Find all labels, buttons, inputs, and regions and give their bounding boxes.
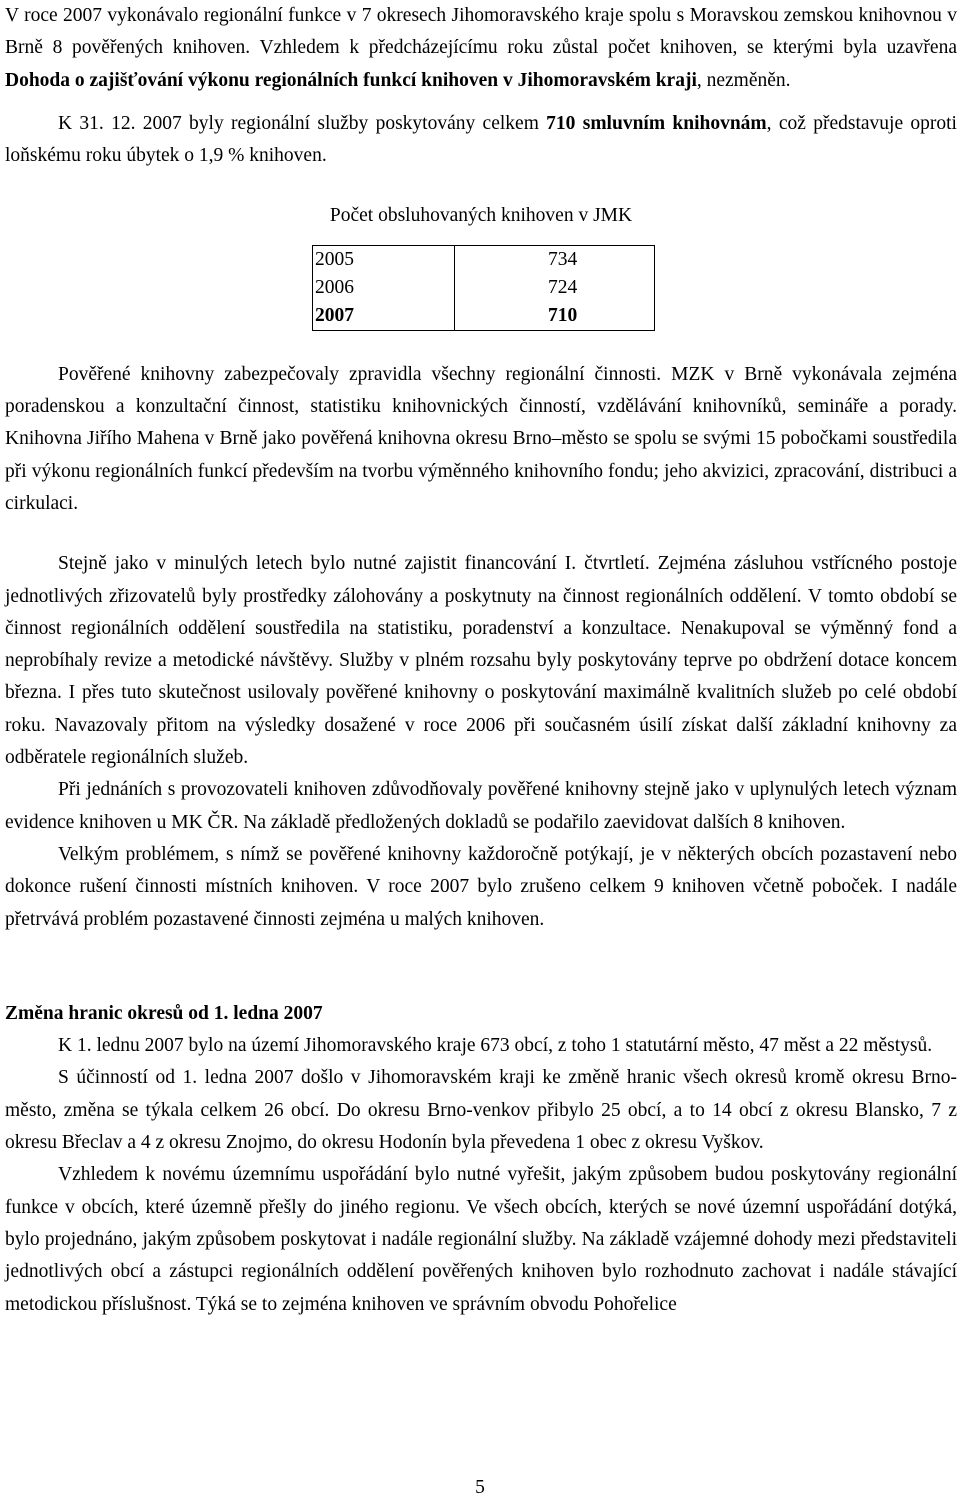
intro-paragraph-2 (5, 108, 957, 173)
value-cell: 710 (455, 302, 655, 331)
intro-text: V roce 2007 vykonávalo regionální funkce v 7 okresech Jihomoravského kraje spolu s Moravskou zemskou knihovnou v Brně 8 pověřených knihoven. Vzhledem k předcházejícímu roku zůstal počet knihoven, se kterými byla uzavřena (5, 5, 957, 59)
body-paragraph: Při jednáních s provozovateli knihoven zdůvodňovaly pověřené knihovny stejně jako v uplynulých letech význam evidence knihoven u MK ČR. Na základě předložených dokladů se podařilo zaevidovat dalších 8 knihoven. (5, 779, 957, 833)
table-title: Počet obsluhovaných knihoven v JMK (329, 205, 633, 227)
table-row (313, 274, 655, 302)
intro2-text: K 31. 12. 2007 byly regionální služby poskytovány celkem (58, 112, 547, 134)
body-paragraph: Pověřené knihovny zabezpečovaly zpravidla všechny regionální činnosti. MZK v Brně vykonávala zejména poradenskou a konzultační činnost, statistiku knihovnických činností, vzdělávání knihovníků, semináře a porady. Knihovna Jiřího Mahena v Brně jako pověřená knihovna okresu Brno–město se spolu se svými 15 pobočkami soustředila při výkonu regionálních funkcí především na tvorbu výměnného knihovního fondu; jeho akvizici, zpracování, distribuci a cirkulaci. (5, 363, 957, 514)
year-cell: 2005 (313, 245, 455, 274)
year-cell: 2006 (313, 274, 455, 302)
section-heading: Změna hranic okresů od 1. ledna 2007 (5, 1002, 323, 1024)
intro2-text-end: , což představuje oproti loňskému roku úbytek o 1,9 % knihoven. (5, 112, 957, 167)
table-row (313, 245, 655, 274)
agreement-title: Dohoda o zajišťování výkonu regionálních funkcí knihoven v Jihomoravském kraji (5, 69, 697, 91)
section-paragraph: S účinností od 1. ledna 2007 došlo v Jihomoravském kraji ke změně hranic všech okresů kromě okresu Brno-město, změna se týkala celkem 26 obcí. Do okresu Brno-venkov přibylo 25 obcí, a to 14 obcí z okresu Blansko, 7 z okresu Břeclav a 4 z okresu Znojmo, do okresu Hodonín byla převedena 1 obec z okresu Vyškov. (5, 1067, 957, 1154)
library-count-table (312, 245, 655, 331)
section-paragraph: K 1. lednu 2007 bylo na území Jihomoravského kraje 673 obcí, z toho 1 statutární město, 47 měst a 22 městysů. (58, 1035, 933, 1057)
intro-paragraph-1 (5, 0, 957, 97)
section-paragraph: Vzhledem k novému územnímu uspořádání bylo nutné vyřešit, jakým způsobem budou poskytovány regionální funkce v obcích, které územně přešly do jiného regionu. Ve všech obcích, kterých se nové územní uspořádání dotýká, bylo projednáno, jakým způsobem poskytovat i nadále regionální služby. Na základě vzájemné dohody mezi představiteli jednotlivých obcí a zástupci regionálních oddělení pověřených knihoven bylo rozhodnuto zachovat i nadále stávající metodickou příslušnost. Týká se to zejména knihoven ve správním obvodu Pohořelice (5, 1164, 957, 1315)
table-row (313, 302, 655, 331)
intro-text-end: , nezměněn. (696, 69, 791, 91)
library-count-highlight: 710 smluvním knihovnám (546, 112, 767, 134)
body-paragraph: Stejně jako v minulých letech bylo nutné zajistit financování I. čtvrtletí. Zejména zásluhou vstřícného postoje jednotlivých zřizovatelů byly prostředky zálohovány a poskytnuty na činnost regionálních oddělení. V tomto období se činnost regionálních oddělení soustředila na statistiku, poradenství a konzultace. Nenakupoval se výměnný fond a neprobíhaly revize a metodické návštěvy. Služby v plném rozsahu byly poskytovány teprve po obdržení dotace koncem března. I přes tuto skutečnost usilovaly pověřené knihovny o poskytování maximálně kvalitních služeb po celé období roku. Navazovaly přitom na výsledky dosažené v roce 2006 při současném úsilí získat další základní knihovny za odběratele regionálních služeb. (5, 553, 957, 769)
page-number: 5 (475, 1477, 485, 1498)
year-cell: 2007 (313, 302, 455, 331)
document-page (5, 0, 957, 1321)
value-cell: 734 (455, 245, 655, 274)
value-cell: 724 (455, 274, 655, 302)
body-paragraph: Velkým problémem, s nímž se pověřené knihovny každoročně potýkají, je v některých obcích pozastavení nebo dokonce rušení činnosti místních knihoven. V roce 2007 bylo zrušeno celkem 9 knihoven včetně poboček. I nadále přetrvává problém pozastavené činnosti zejména u malých knihoven. (5, 843, 957, 930)
